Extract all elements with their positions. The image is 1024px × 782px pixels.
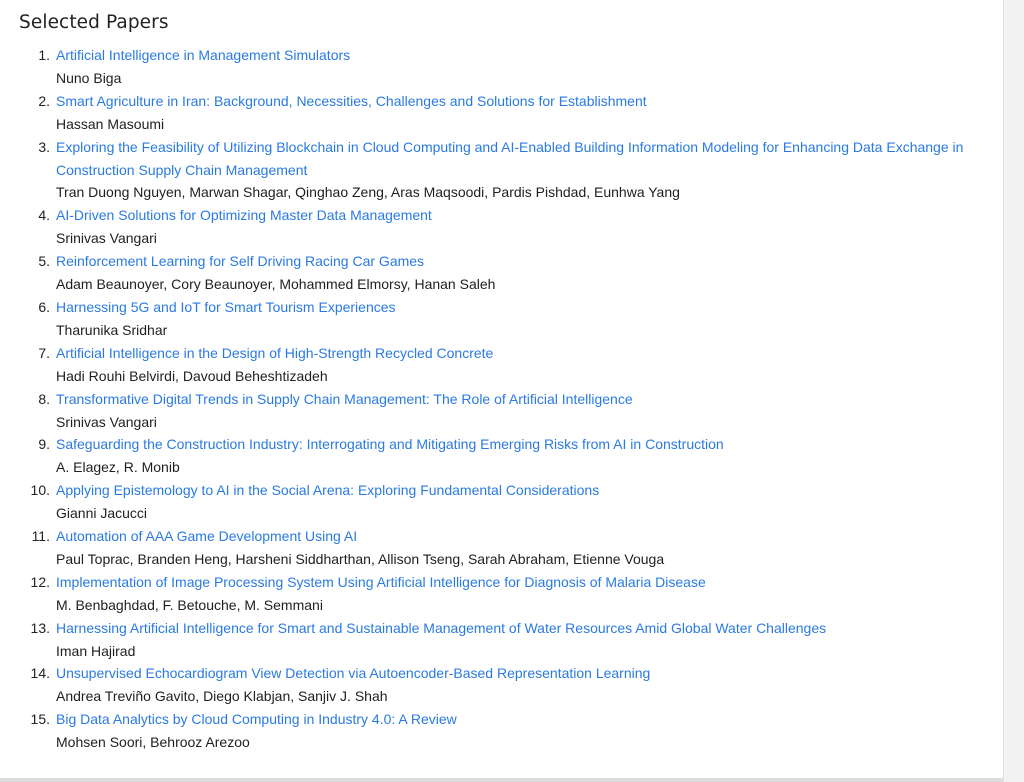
paper-title-link[interactable]: AI-Driven Solutions for Optimizing Master Data Management bbox=[56, 207, 432, 224]
paper-list-item bbox=[0, 525, 1003, 571]
paper-number: 2. bbox=[38, 92, 50, 109]
paper-title-link[interactable]: Transformative Digital Trends in Supply Chain Management: The Role of Artificial Intelligence bbox=[56, 390, 633, 407]
paper-list-item bbox=[0, 204, 1003, 250]
paper-number: 6. bbox=[38, 298, 50, 315]
paper-authors: Srinivas Vangari bbox=[56, 230, 157, 247]
paper-number: 15. bbox=[30, 711, 50, 728]
paper-title-link[interactable]: Harnessing Artificial Intelligence for Smart and Sustainable Management of Water Resources Amid Global Water Challenges bbox=[56, 619, 827, 636]
paper-list-item bbox=[0, 296, 1003, 342]
paper-number: 11. bbox=[31, 528, 50, 545]
paper-authors: Nuno Biga bbox=[56, 69, 122, 86]
paper-title-link[interactable]: Reinforcement Learning for Self Driving Racing Car Games bbox=[56, 253, 425, 270]
paper-number: 1. bbox=[38, 47, 50, 63]
paper-title-link[interactable]: Exploring the Feasibility of Utilizing Blockchain in Cloud Computing and AI-Enabled Building Information Modeling for Enhancing Data Exchange in Construction Supply Chain Management bbox=[56, 138, 964, 178]
paper-title-link[interactable]: Big Data Analytics by Cloud Computing in Industry 4.0: A Review bbox=[56, 711, 457, 728]
paper-authors: Iman Hajirad bbox=[56, 642, 136, 659]
paper-authors: Gianni Jacucci bbox=[56, 505, 148, 522]
paper-list-item bbox=[0, 342, 1003, 388]
paper-authors: Andrea Treviño Gavito, Diego Klabjan, Sanjiv J. Shah bbox=[56, 688, 388, 705]
paper-authors: Tran Duong Nguyen, Marwan Shagar, Qinghao Zeng, Aras Maqsoodi, Pardis Pishdad, Eunhwa Yang bbox=[56, 184, 680, 201]
paper-authors: Hassan Masoumi bbox=[56, 115, 165, 132]
paper-authors: Tharunika Sridhar bbox=[56, 321, 168, 338]
paper-authors: Adam Beaunoyer, Cory Beaunoyer, Mohammed Elmorsy, Hanan Saleh bbox=[56, 276, 496, 293]
scrollbar-track[interactable] bbox=[1003, 0, 1024, 782]
paper-number: 14. bbox=[30, 665, 50, 682]
paper-title-link[interactable]: Smart Agriculture in Iran: Background, Necessities, Challenges and Solutions for Establishment bbox=[56, 92, 647, 109]
paper-list-item bbox=[0, 617, 1003, 663]
paper-authors: A. Elagez, R. Monib bbox=[56, 459, 180, 476]
paper-list-item bbox=[0, 662, 1003, 708]
paper-number: 10. bbox=[30, 482, 50, 499]
paper-number: 3. bbox=[38, 138, 50, 155]
paper-list-item bbox=[0, 136, 1003, 205]
section-heading: Selected Papers bbox=[19, 12, 169, 33]
paper-number: 12. bbox=[30, 573, 50, 590]
paper-number: 7. bbox=[38, 344, 50, 361]
paper-authors: Paul Toprac, Branden Heng, Harsheni Siddharthan, Allison Tseng, Sarah Abraham, Etienne Vouga bbox=[56, 550, 665, 567]
paper-number: 13. bbox=[30, 619, 50, 636]
paper-authors: M. Benbaghdad, F. Betouche, M. Semmani bbox=[56, 596, 323, 613]
paper-number: 8. bbox=[38, 390, 50, 407]
paper-list-item bbox=[0, 250, 1003, 296]
paper-authors: Mohsen Soori, Behrooz Arezoo bbox=[56, 734, 250, 751]
paper-list-item bbox=[0, 90, 1003, 136]
paper-title-link[interactable]: Applying Epistemology to AI in the Social Arena: Exploring Fundamental Considerations bbox=[56, 482, 600, 499]
paper-title-link[interactable]: Implementation of Image Processing System Using Artificial Intelligence for Diagnosis of Malaria Disease bbox=[56, 573, 706, 590]
paper-list-item bbox=[0, 388, 1003, 434]
paper-number: 4. bbox=[38, 207, 50, 224]
paper-title-link[interactable]: Automation of AAA Game Development Using AI bbox=[56, 528, 358, 545]
paper-list-item bbox=[0, 433, 1003, 479]
paper-number: 5. bbox=[38, 253, 50, 270]
page-bottom-divider bbox=[0, 778, 1003, 782]
paper-list-item bbox=[0, 479, 1003, 525]
paper-title-link[interactable]: Unsupervised Echocardiogram View Detection via Autoencoder-Based Representation Learning bbox=[56, 665, 651, 682]
papers-list bbox=[0, 44, 1003, 754]
paper-title-link[interactable]: Artificial Intelligence in Management Simulators bbox=[56, 47, 351, 63]
paper-title-link[interactable]: Harnessing 5G and IoT for Smart Tourism Experiences bbox=[56, 298, 396, 315]
paper-number: 9. bbox=[38, 436, 50, 453]
paper-title-link[interactable]: Artificial Intelligence in the Design of High-Strength Recycled Concrete bbox=[56, 344, 494, 361]
paper-list-item bbox=[0, 708, 1003, 754]
paper-authors: Srinivas Vangari bbox=[56, 413, 157, 430]
paper-authors: Hadi Rouhi Belvirdi, Davoud Beheshtizadeh bbox=[56, 367, 328, 384]
paper-title-link[interactable]: Safeguarding the Construction Industry: Interrogating and Mitigating Emerging Risks from AI in Construction bbox=[56, 436, 724, 453]
paper-list-item bbox=[0, 571, 1003, 617]
paper-list-item bbox=[0, 44, 1003, 90]
